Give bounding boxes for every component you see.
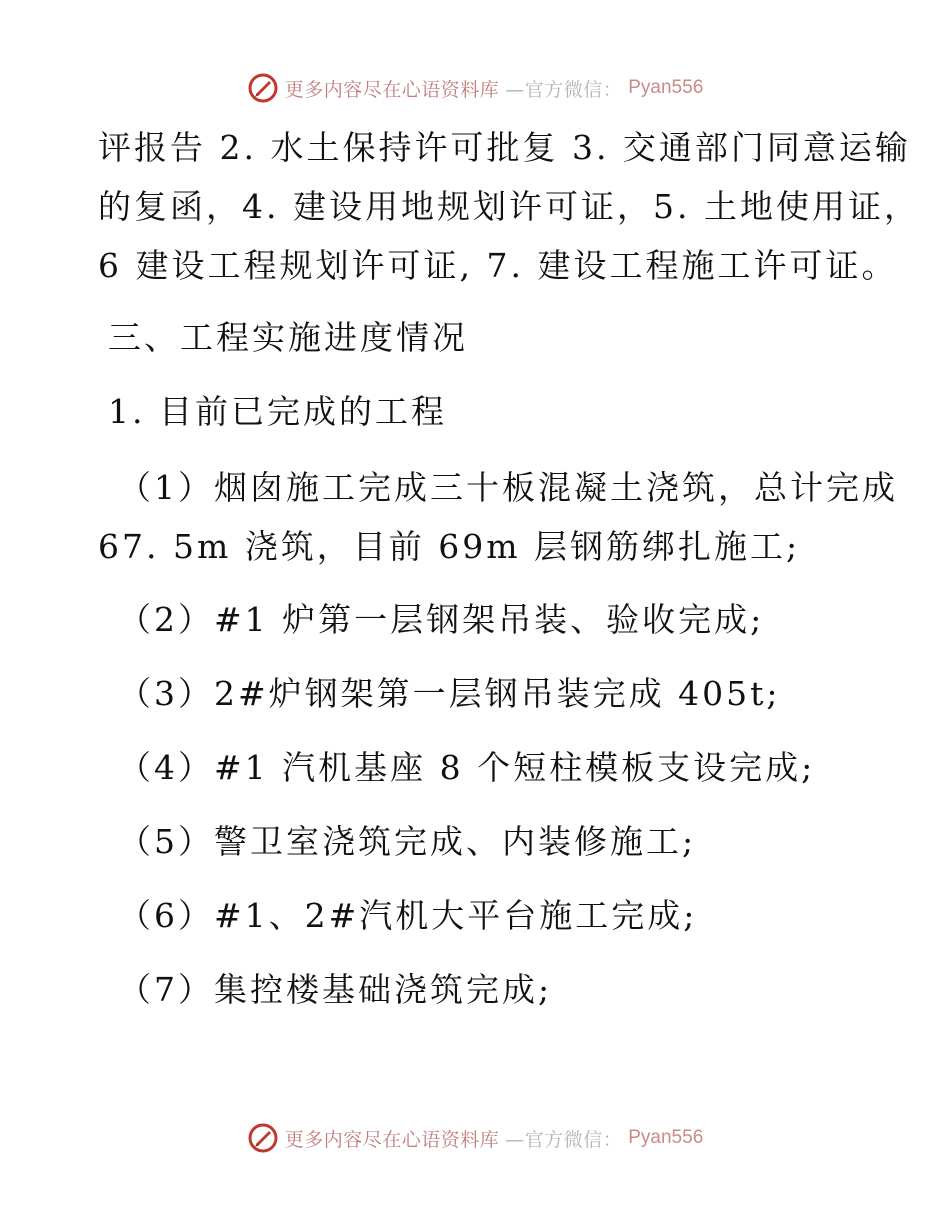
subsection-heading: 1. 目前已完成的工程 xyxy=(108,392,447,431)
footer-watermark xyxy=(0,1122,950,1154)
document-line: 的复函，4. 建设用地规划许可证，5. 土地使用证， xyxy=(98,187,920,226)
watermark-logo-icon xyxy=(247,1122,279,1154)
list-item: （1）烟囱施工完成三十板混凝土浇筑，总计完成 xyxy=(118,468,898,507)
list-item-continuation: 67. 5m 浇筑，目前 69m 层钢筋绑扎施工; xyxy=(98,527,801,566)
watermark-sub-text: —官方微信： xyxy=(505,1128,623,1151)
watermark-sub-text: —官方微信： xyxy=(505,78,623,101)
watermark-main-text: 更多内容尽在心语资料库 xyxy=(284,78,500,101)
watermark-main-text: 更多内容尽在心语资料库 xyxy=(284,1128,500,1151)
list-item: （4）#1 汽机基座 8 个短柱模板支设完成; xyxy=(118,748,816,787)
document-line: 6 建设工程规划许可证, 7. 建设工程施工许可证。 xyxy=(98,246,898,285)
document-line: 评报告 2. 水土保持许可批复 3. 交通部门同意运输 xyxy=(98,128,911,167)
watermark-wechat-id: Pyan556 xyxy=(628,1127,704,1148)
watermark-wechat-id: Pyan556 xyxy=(628,77,704,98)
list-item: （2）#1 炉第一层钢架吊装、验收完成; xyxy=(118,600,765,639)
section-heading: 三、工程实施进度情况 xyxy=(108,318,468,357)
list-item: （6）#1、2#汽机大平台施工完成; xyxy=(118,896,698,935)
list-item: （3）2#炉钢架第一层钢吊装完成 405t; xyxy=(118,674,781,713)
list-item: （7）集控楼基础浇筑完成; xyxy=(118,970,553,1009)
list-item: （5）警卫室浇筑完成、内装修施工; xyxy=(118,822,697,861)
